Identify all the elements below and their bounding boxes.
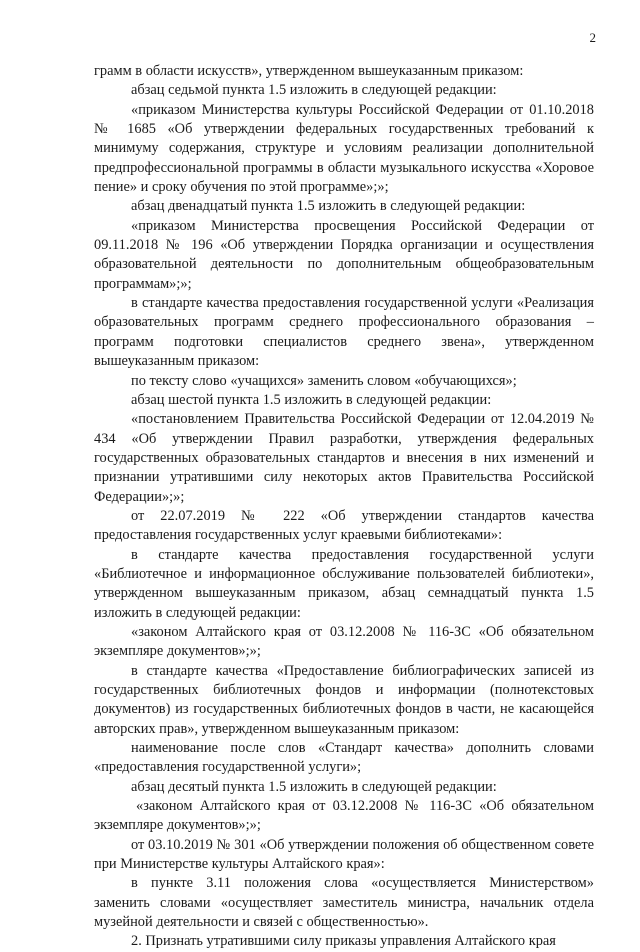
paragraph: «постановлением Правительства Российской Федерации от 12.04.2019 № 434 «Об утверждении Правил разработки, утверждения федеральных государственных образовательных стандартов и внесения в них изменений и признании утратившими силу некоторых актов Правительства Российской Федерации»;»;	[94, 411, 594, 505]
paragraph: в стандарте качества предоставления государственной услуги «Реализация образовательных программ среднего профессионального образования – программ подготовки специалистов среднего звена», утвержденном вышеуказанным приказом:	[94, 295, 594, 370]
paragraph: от 03.10.2019 № 301 «Об утверждении положения об общественном совете при Министерстве культуры Алтайского края»:	[94, 836, 594, 873]
paragraph: «законом Алтайского края от 03.12.2008 № 116-ЗС «Об обязательном экземпляре документов»;»;	[94, 798, 594, 834]
paragraph: абзац шестой пункта 1.5 изложить в следующей редакции:	[131, 391, 492, 408]
paragraph: в пункте 3.11 положения слова «осуществляется Министерством» заменить словами «осуществляет заместитель министра, начальник отдела музейной деятельности и связей с общественностью».	[94, 875, 594, 931]
paragraph: в стандарте качества предоставления государственной услуги «Библиотечное и информационное обслуживание пользователей библиотеки», утвержденном вышеуказанным приказом, абзац семнадцатый пункта 1.5 изложить в следующей редакции:	[94, 546, 594, 621]
paragraph: абзац седьмой пункта 1.5 изложить в следующей редакции:	[131, 82, 497, 99]
paragraph: абзац двенадцатый пункта 1.5 изложить в следующей редакции:	[131, 198, 526, 215]
paragraph: от 22.07.2019 № 222 «Об утверждении стандартов качества предоставления государственных услуг краевыми библиотеками»:	[94, 507, 594, 544]
paragraph: «приказом Министерства просвещения Российской Федерации от 09.11.2018 № 196 «Об утверждении Порядка организации и осуществления образовательной деятельности по дополнительным общеобразовательным программам»;»;	[94, 217, 594, 292]
paragraph: 2. Признать утратившими силу приказы управления Алтайского края	[131, 933, 556, 950]
paragraph: абзац десятый пункта 1.5 изложить в следующей редакции:	[131, 778, 497, 795]
paragraph: «законом Алтайского края от 03.12.2008 № 116-ЗС «Об обязательном экземпляре документов»;»;	[94, 623, 594, 660]
page-number: 2	[589, 30, 596, 45]
paragraph: по тексту слово «учащихся» заменить словом «обучающихся»;	[131, 372, 517, 389]
paragraph: наименование после слов «Стандарт качества» дополнить словами «предоставления государственной услуги»;	[94, 740, 594, 776]
paragraph: «приказом Министерства культуры Российской Федерации от 01.10.2018 № 1685 «Об утверждении федеральных государственных требований к минимуму содержания, структуре и условиям реализации дополнительной предпрофессиональной программы в области музыкального искусства «Хоровое пение» и сроку обучения по этой программе»;»;	[94, 101, 594, 196]
paragraph: в стандарте качества «Предоставление библиографических записей из государственных библиотечных фондов и информации (полнотекстовых документов) из государственных библиотечных фондов в части, не касающейся авторских прав», утвержденном вышеуказанным приказом:	[94, 662, 594, 737]
document-body	[94, 62, 594, 952]
paragraph: грамм в области искусств», утвержденном вышеуказанным приказом:	[94, 63, 524, 79]
